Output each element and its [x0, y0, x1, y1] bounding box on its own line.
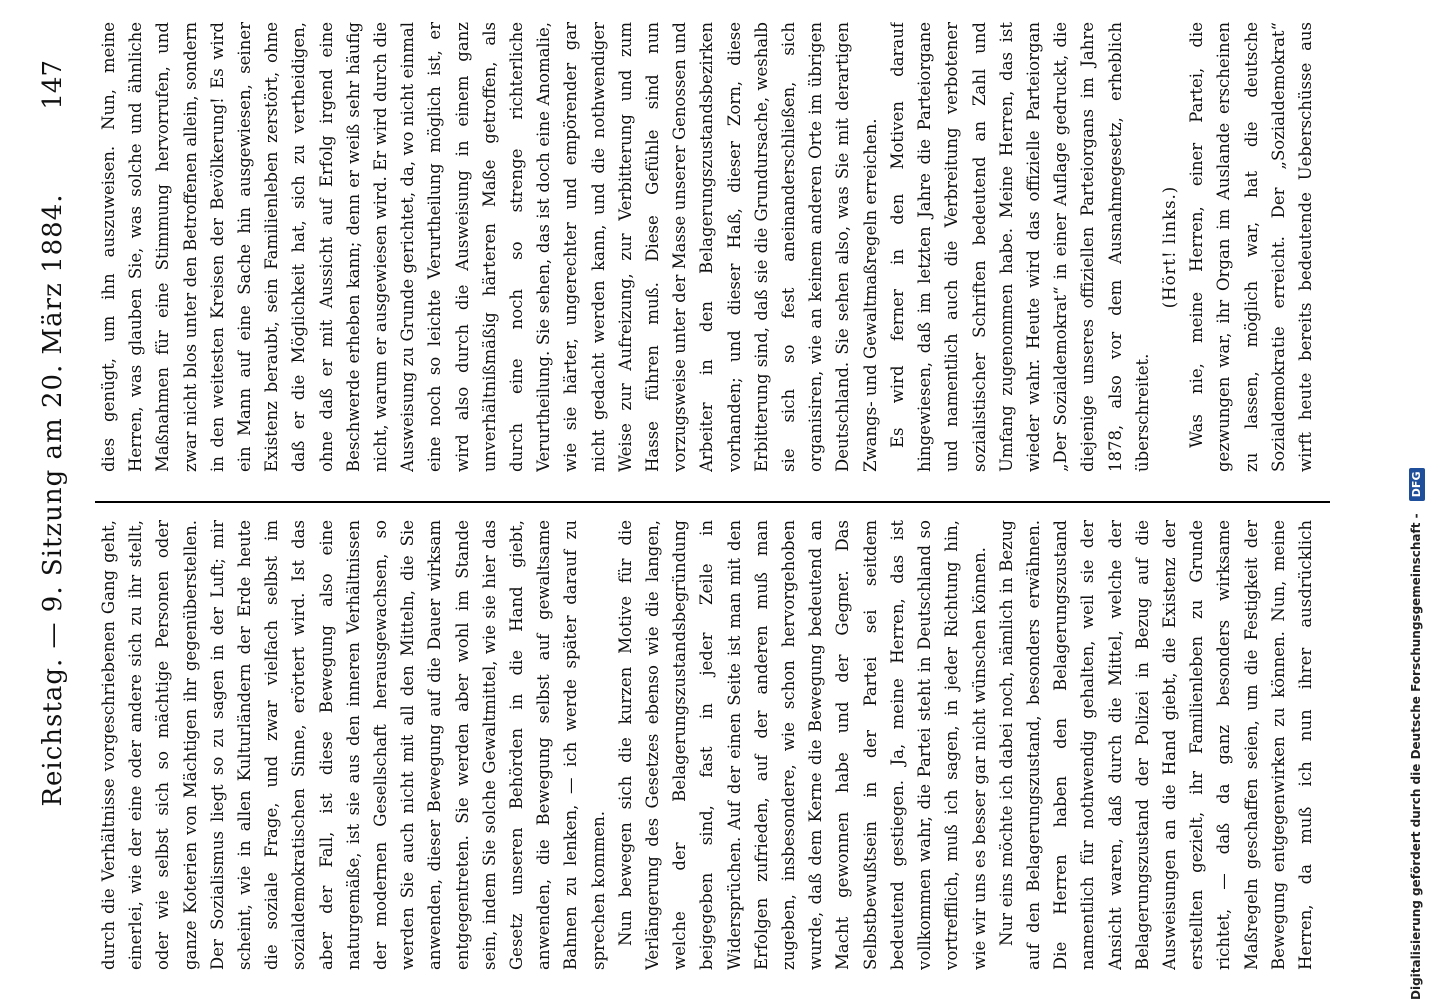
paragraph: Nun bewegen sich die kurzen Motive für die Verlängerung des Gesetzes ebenso wie die langen, welche der Belagerungszustandsbegründung beigegeben sind, fast in jeder Zeile in Widersprüchen. Auf der einen Seite ist man mit den Erfolgen zufrieden, auf der anderen muß man zugeben, insbesondere, wie schon hervorgehoben wurde, daß dem Kerne die Bewegung bedeutend an Macht gewonnen habe und der Gegner. Das Selbstbewußtsein in der Partei sei seitdem bedeutend gestiegen. Ja, meine Herren, das ist vollkommen wahr, die Partei steht in Deutschland so vortrefflich, muß ich sagen, in jeder Richtung hin, wie wir uns es besser gar nicht wünschen können. — [615, 520, 989, 970]
text-column-left — [95, 520, 1325, 970]
paragraph: Was nie, meine Herren, einer Partei, die gezwungen war, ihr Organ im Auslande erscheinen zu lassen, möglich war, hat die deutsche Sozialdemokratie erreicht. Der „Sozialdemokrat“ wirft heute bereits bedeutende Ueberschüsse aus — [1187, 22, 1315, 472]
paragraph: dies genügt, um ihn auszuweisen. Nun, meine Herren, was glauben Sie, was solche und ähnliche Maßnahmen für eine Stimmung hervorrufen, und zwar nicht blos unter den Betroffenen allein, sondern in den weitesten Kreisen der Bevölkerung! Es wird ein Mann auf eine Sache hin ausgewiesen, seiner Existenz beraubt, sein Familienleben zerstört, ohne daß er die Möglichkeit hat, sich zu vertheidigen, ohne daß er mit Aussicht auf Erfolg irgend eine Beschwerde erheben kann; denn er weiß sehr häufig nicht, warum er ausgewiesen wird. Er wird durch die Ausweisung zu Grunde gerichtet, da, wo nicht einmal eine noch so leichte Verurtheilung möglich ist, er wird also durch die Ausweisung in einem ganz unverhältnißmäßig härteren Maße getroffen, als durch eine noch so strenge richterliche Verurtheilung. Sie sehen, das ist doch eine Anomalie, wie sie härter, ungerechter und empörender gar nicht gedacht werden kann, und die nothwendiger Weise zur Aufreizung, zur Verbitterung und zum Hasse führen muß. Diese Gefühle sind nun vorzugsweise unter der Masse unserer Genossen und Arbeiter in den Belagerungszustandsbezirken vorhanden; und dieser Haß, dieser Zorn, diese Erbitterung sind, daß sie die Grundursache, weshalb sie sich so fest aneinanderschließen, sich organisiren, wie an keinem anderen Orte im übrigen Deutschland. Sie sehen also, was Sie mit derartigen Zwangs- und Gewaltmaßregeln erreichen. — [99, 22, 880, 472]
credit-text: Digitalisierung gefördert durch die Deutsche Forschungsgemeinschaft - — [1409, 513, 1423, 1000]
text-column-right — [95, 22, 1325, 472]
paragraph: Es wird ferner in den Motiven darauf hingewiesen, daß im letzten Jahre die Parteiorgane und namentlich auch die Verbreitung verbotener sozialistischer Schriften bedeutend an Zahl und Umfang zugenommen habe. Meine Herren, das ist wieder wahr. Heute wird das offizielle Parteiorgan „Der Sozialdemokrat“ in einer Auflage gedruckt, die diejenige unseres offiziellen Parteiorgans im Jahre 1878, also vor dem Ausnahmegesetz, erheblich überschreitet. — [887, 22, 1152, 472]
digitization-credit — [1405, 0, 1427, 1000]
running-head — [38, 0, 78, 1000]
column-divider — [95, 501, 1330, 503]
page-title: Reichstag. — 9. Sitzung am 20. März 1884. — [38, 193, 68, 807]
dfg-logo: DFG — [1409, 468, 1425, 502]
page-number: 147 — [38, 60, 68, 110]
paragraph: Nur eins möchte ich dabei noch, nämlich in Bezug auf den Belagerungszustand, besonders erwähnen. Die Herren haben den Belagerungszustand namentlich für nothwendig gehalten, weil sie der Ansicht waren, daß durch die Mittel, welche der Belagerungszustand der Polizei in Bezug auf die Ausweisungen an die Hand giebt, die Existenz der erstellten gezielt, ihr Familienleben zu Grunde richtet, — daß da ganz besonders wirksame Maßregeln geschaffen seien, um die Festigkeit der Bewegung entgegenwirken zu können. Nun, meine Herren, da muß ich nun ihrer ausdrücklich — [996, 520, 1315, 970]
interjection: (Hört! links.) — [1159, 185, 1179, 309]
paragraph: durch die Verhältnisse vorgeschriebenen Gang geht, einerlei, wie der eine oder andere sich zu ihr stellt, oder wie selbst sich so mächtige Personen oder ganze Koterien von Mächtigen ihr gegenüberstellen. Der Sozialismus liegt so zu sagen in der Luft; mir scheint, wie in allen Kulturländern der Erde heute die soziale Frage, und zwar vielfach selbst im sozialdemokratischen Sinne, erörtert wird. Ist das aber der Fall, ist diese Bewegung also eine naturgemäße, ist sie aus den inneren Verhältnissen der modernen Gesellschaft herausgewachsen, so werden Sie auch nicht mit all den Mitteln, die Sie anwenden, dieser Bewegung auf die Dauer wirksam entgegentreten. Sie werden aber wohl im Stande sein, indem Sie solche Gewaltmittel, wie sie hier das Gesetz unseren Behörden in die Hand giebt, anwenden, die Bewegung selbst auf gewaltsame Bahnen zu lenken, — ich werde später darauf zu sprechen kommen. — [99, 520, 608, 970]
